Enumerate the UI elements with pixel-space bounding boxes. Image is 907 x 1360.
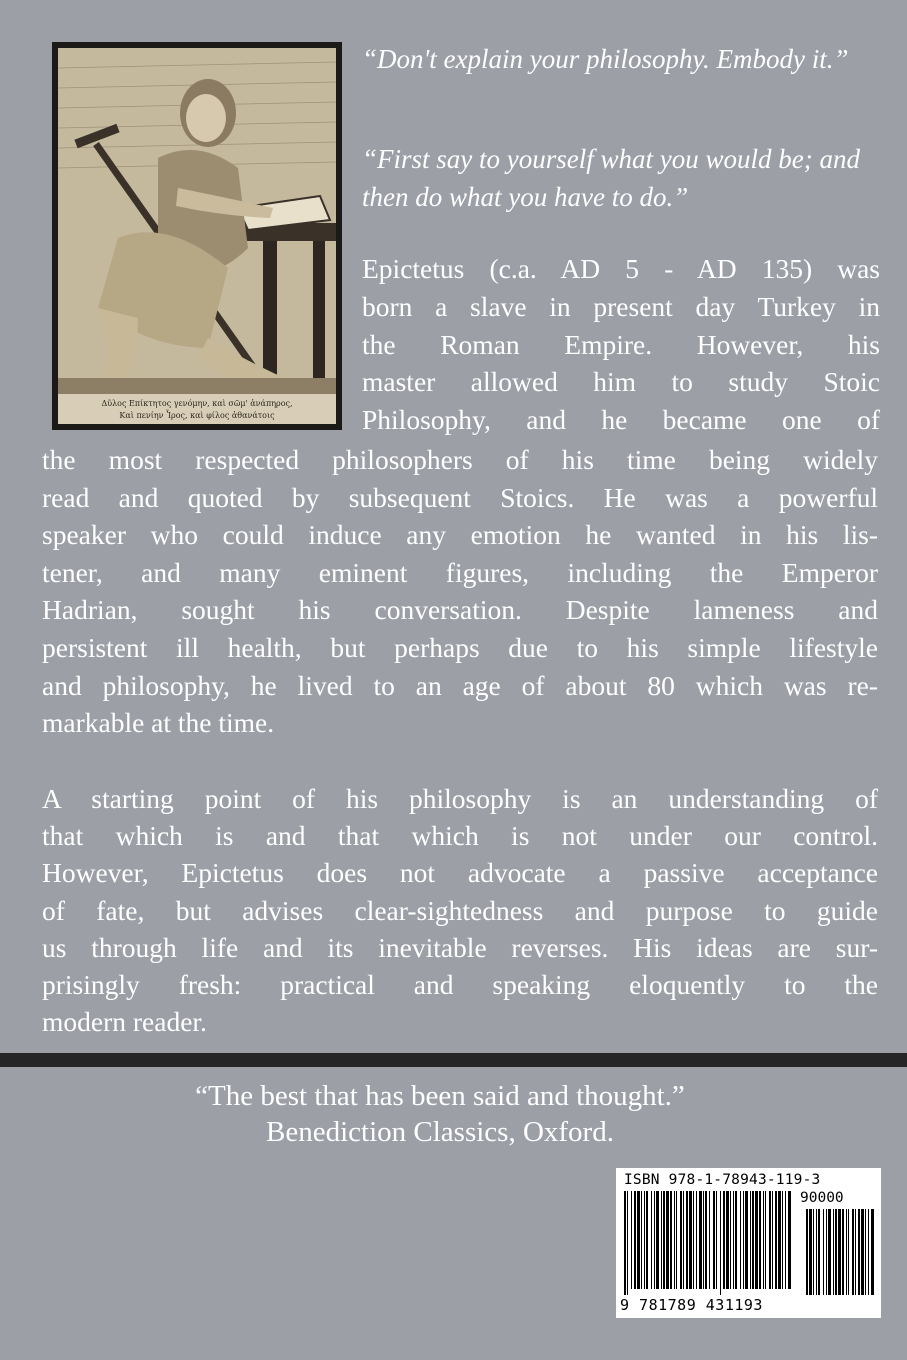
isbn-barcode xyxy=(616,1168,881,1318)
bio-line: persistent ill health, but perhaps due to his simple lifestyle xyxy=(42,631,878,663)
publisher-tagline xyxy=(60,1078,820,1150)
barcode-bars xyxy=(622,1191,877,1295)
philosophy-line: prisingly fresh: practical and speaking eloquently to the xyxy=(42,969,878,1001)
bio-line: and philosophy, he lived to an age of about 80 which was re- xyxy=(42,669,878,701)
section-divider xyxy=(0,1053,907,1067)
bio-line: read and quoted by subsequent Stoics. He was a powerful xyxy=(42,481,878,513)
philosophy-line: us through life and its inevitable reverses. His ideas are sur- xyxy=(42,931,878,963)
bio-line: Hadrian, sought his conversation. Despite lameness and xyxy=(42,594,878,626)
bio-line: master allowed him to study Stoic xyxy=(362,366,880,398)
philosophy-line: A starting point of his philosophy is an understanding of xyxy=(42,783,878,814)
bio-line: the Roman Empire. However, his xyxy=(362,328,880,360)
bio-line: born a slave in present day Turkey in xyxy=(362,290,880,322)
philosophy-line: modern reader. xyxy=(42,1006,207,1038)
bio-line: speaker who could induce any emotion he wanted in his lis- xyxy=(42,519,878,551)
barcode-digits: 9 781789 431193 xyxy=(620,1296,763,1314)
philosophy-line: However, Epictetus does not advocate a passive acceptance xyxy=(42,857,878,889)
philosophy-paragraph xyxy=(42,780,878,1040)
quote-first-say: “First say to yourself what you would be; and then do what you have to do.” xyxy=(362,144,860,212)
engraving-caption-line2: Καὶ πενίην Ἶρος, καὶ φίλος ἀθανάτοις xyxy=(119,411,275,420)
epictetus-engraving xyxy=(52,42,342,430)
isbn-label: ISBN 978-1-78943-119-3 xyxy=(624,1172,821,1188)
philosophy-line: that which is and that which is not under our control. xyxy=(42,820,878,852)
publisher-name: Benediction Classics, Oxford. xyxy=(266,1116,614,1148)
bio-line: Philosophy, and he became one of xyxy=(362,404,880,436)
bio-line: the most respected philosophers of his time being widely xyxy=(42,444,878,475)
quote-embody: “Don't explain your philosophy. Embody it.” xyxy=(362,44,849,74)
bio-paragraph-top xyxy=(362,250,880,439)
bio-line: tener, and many eminent figures, including the Emperor xyxy=(42,556,878,588)
bio-paragraph-main xyxy=(42,441,878,742)
engraving-caption-line1: Δῦλος Επίκτητος γενόμην, καὶ σῶμ' ἀνάπηρος, xyxy=(101,399,293,408)
bio-line: markable at the time. xyxy=(42,707,275,739)
tagline-quote: “The best that has been said and thought.” xyxy=(195,1080,685,1112)
price-code: 90000 xyxy=(800,1190,844,1206)
philosophy-line: of fate, but advises clear-sightedness and purpose to guide xyxy=(42,894,878,926)
bio-line: Epictetus (c.a. AD 5 - AD 135) was xyxy=(362,253,880,284)
